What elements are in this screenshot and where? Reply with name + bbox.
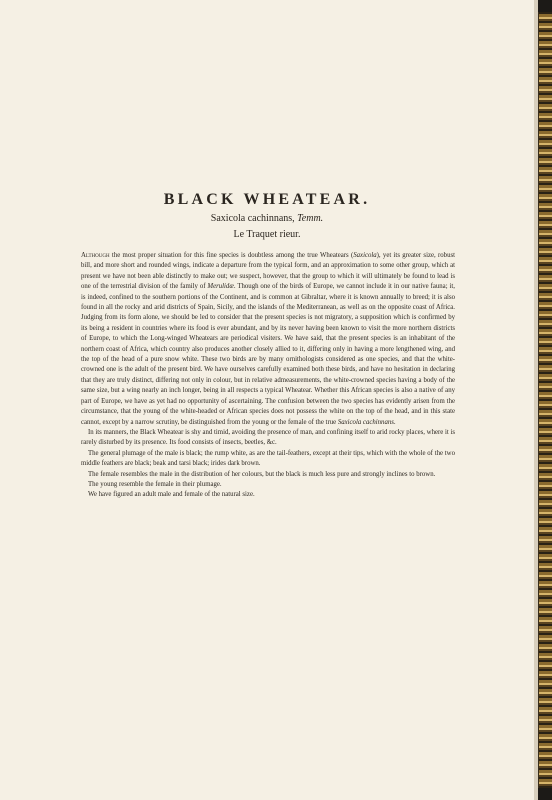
text-run: .: [393, 418, 396, 426]
binding-top: [538, 0, 552, 12]
paragraph-young: The young resemble the female in their plumage.: [88, 480, 222, 488]
paragraph-figure-note: We have figured an adult male and female of the natural size.: [88, 491, 255, 499]
paragraph-male-plumage: The general plumage of the male is black; the rump white, as are the tail-feathers, except at their tips, which with the whole of the two middle feathers are black; beak and tarsi black; irides dark brown.: [81, 449, 455, 468]
text-run: . Though one of the birds of Europe, we cannot include it in our native fauna; it, is indeed, confined to the southern portions of the Continent, and is common at Gibraltar, where it is known annually to breed; it is also found in all the rocky and arid districts of Spain, Sicily, and the islands of the Mediterranean, as well as on the opposite coast of Africa. Judging from its form alone, we should be led to consider that the present species is not migratory, a supposition which is confirmed by its being a resident in countries where its food is ever abundant, and by its never having been known to visit the more northern districts of Europe, to which the Long-winged Wheatears are periodical visiters. We have said, that the present species is an inhabitant of the northern coast of Africa, which country also produces another closely allied to it, differing only in having a more lengthened wing, and the top of the head of a pure snow white. These two birds are by many ornithologists considered as one species, and that the white-crowned one is the adult of the present bird. We have ourselves carefully examined both these birds, and have no hesitation in declaring that they are truly distinct, differing not only in colour, but in relative admeasurements, the white-crowned species having a body of the same size, but a wing nearly an inch longer, being in all respects a typical Wheatear. Whether this African species is also a native of any part of Europe, we have as yet had no opportunity of ascertaining. The confusion between the two species has evidently arisen from the circumstance, that the young of the white-headed or African species does not possess the white on the top of the head, and in this state cannot, except by a narrow scrutiny, be distinguished from the young or the female of the true: [81, 283, 455, 426]
text-run: the most proper situation for this fine species is doubtless among the true Wheatears (: [109, 252, 354, 259]
body-text: [81, 251, 455, 501]
paragraph-manners: In its manners, the Black Wheatear is shy and timid, avoiding the presence of man, and confining itself to arid rocky places, where it is rarely disturbed by its presence. Its food consists of insects, beetles, &c.: [81, 428, 455, 447]
page-title: BLACK WHEATEAR.: [163, 191, 371, 208]
italic-run: Saxicola cachinnans: [337, 418, 394, 426]
paragraph-female: The female resembles the male in the distribution of her colours, but the black is much less pure and strongly inclines to brown.: [88, 470, 436, 478]
latin-name-text: Saxicola cachinnans,: [210, 213, 295, 224]
opening-word: Although: [81, 252, 110, 259]
italic-run: Saxicola: [353, 252, 377, 259]
french-name: Le Traquet rieur.: [233, 229, 301, 240]
latin-name: [0, 213, 534, 224]
binding-bottom: [538, 788, 552, 800]
italic-run: Merulidæ: [207, 283, 234, 291]
text-run: ), yet its greater size, robust bill, and more short and rounded wings, indicate a departure from the typical form, and an approximation to some other group, which at present we have not been able distinctly to make out; we suspect, however, that the group to which it will ultimately be found to lead is one of the terrestrial division of the family of: [81, 252, 456, 291]
gilt-page-edges: [538, 12, 552, 788]
paragraph-intro: [81, 251, 455, 428]
authority-name: Temm.: [297, 213, 324, 224]
